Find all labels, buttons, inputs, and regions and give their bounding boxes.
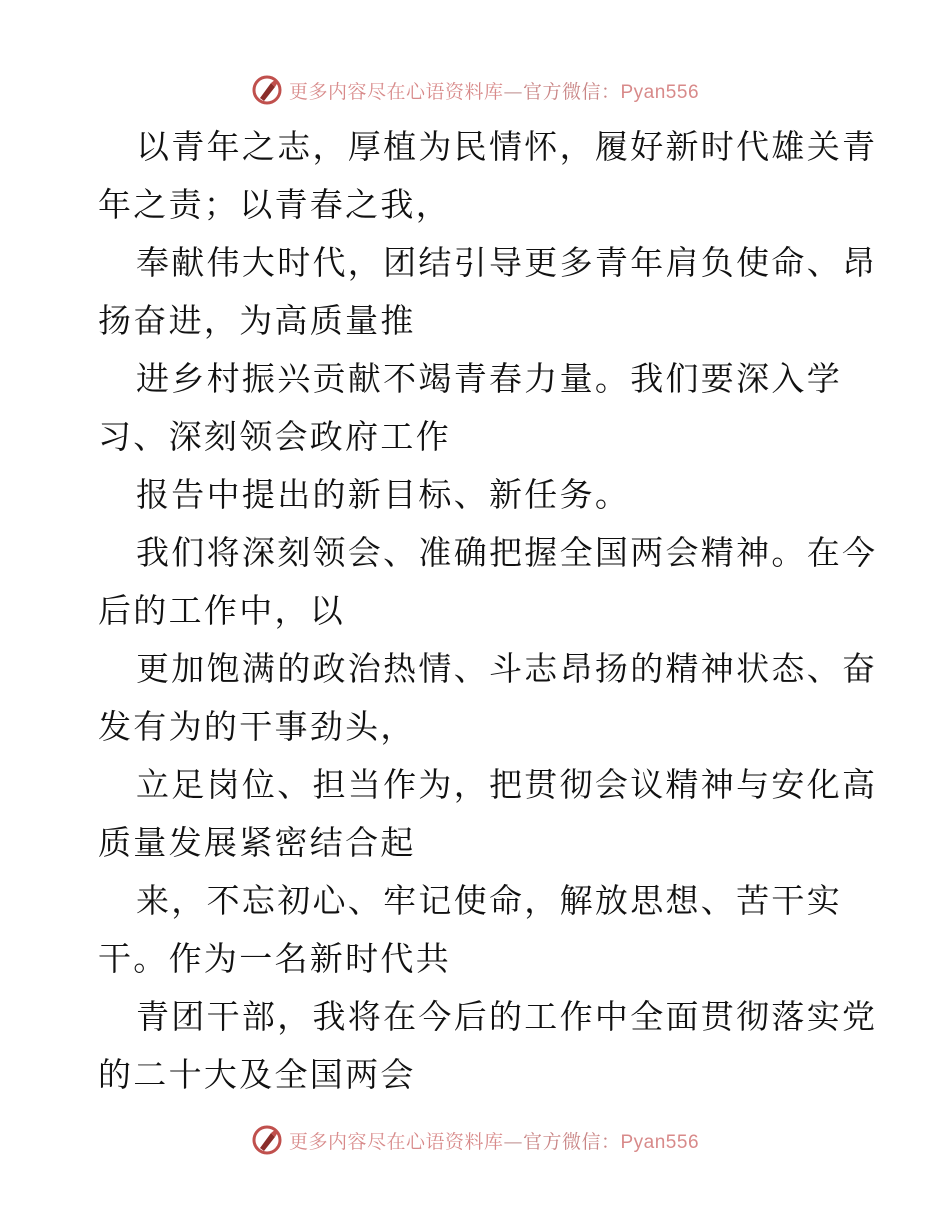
header-banner <box>0 70 950 110</box>
body-line: 发有为的干事劲头， <box>98 707 416 746</box>
footer-account: Pyan556 <box>620 1131 700 1153</box>
footer-wechat-label: 官方微信： <box>522 1130 621 1153</box>
body-line: 习、深刻领会政府工作 <box>98 417 451 456</box>
body-line: 来，不忘初心、牢记使命，解放思想、苦干实 <box>136 881 842 920</box>
body-line: 后的工作中，以 <box>98 591 346 630</box>
body-line: 报告中提出的新目标、新任务。 <box>136 475 631 514</box>
body-line: 干。作为一名新时代共 <box>98 939 451 978</box>
footer-dash: — <box>503 1130 523 1153</box>
body-line: 立足岗位、担当作为，把贯彻会议精神与安化高 <box>136 765 878 804</box>
body-line: 进乡村振兴贡献不竭青春力量。我们要深入学 <box>136 359 842 398</box>
footer-site-text: 更多内容尽在心语资料库 <box>288 1130 504 1153</box>
header-account: Pyan556 <box>620 81 700 103</box>
body-line: 的二十大及全国两会 <box>98 1055 416 1094</box>
footer-text <box>289 1127 699 1154</box>
pen-nib-circle-icon <box>251 1124 283 1156</box>
pen-nib-circle-icon <box>251 74 283 106</box>
body-line: 质量发展紧密结合起 <box>98 823 416 862</box>
body-line: 更加饱满的政治热情、斗志昂扬的精神状态、奋 <box>136 649 878 688</box>
document-body <box>98 118 878 1104</box>
body-line: 以青年之志，厚植为民情怀，履好新时代雄关青 <box>136 127 878 166</box>
footer-banner <box>0 1120 950 1160</box>
header-site-text: 更多内容尽在心语资料库 <box>288 80 504 103</box>
body-line: 青团干部，我将在今后的工作中全面贯彻落实党 <box>136 997 878 1036</box>
body-line: 奉献伟大时代，团结引导更多青年肩负使命、昂 <box>136 243 878 282</box>
body-line: 扬奋进，为高质量推 <box>98 301 416 340</box>
body-line: 我们将深刻领会、准确把握全国两会精神。在今 <box>136 533 878 572</box>
body-line: 年之责；以青春之我， <box>98 185 451 224</box>
header-text <box>289 77 699 104</box>
header-wechat-label: 官方微信： <box>522 80 621 103</box>
header-dash: — <box>503 80 523 103</box>
